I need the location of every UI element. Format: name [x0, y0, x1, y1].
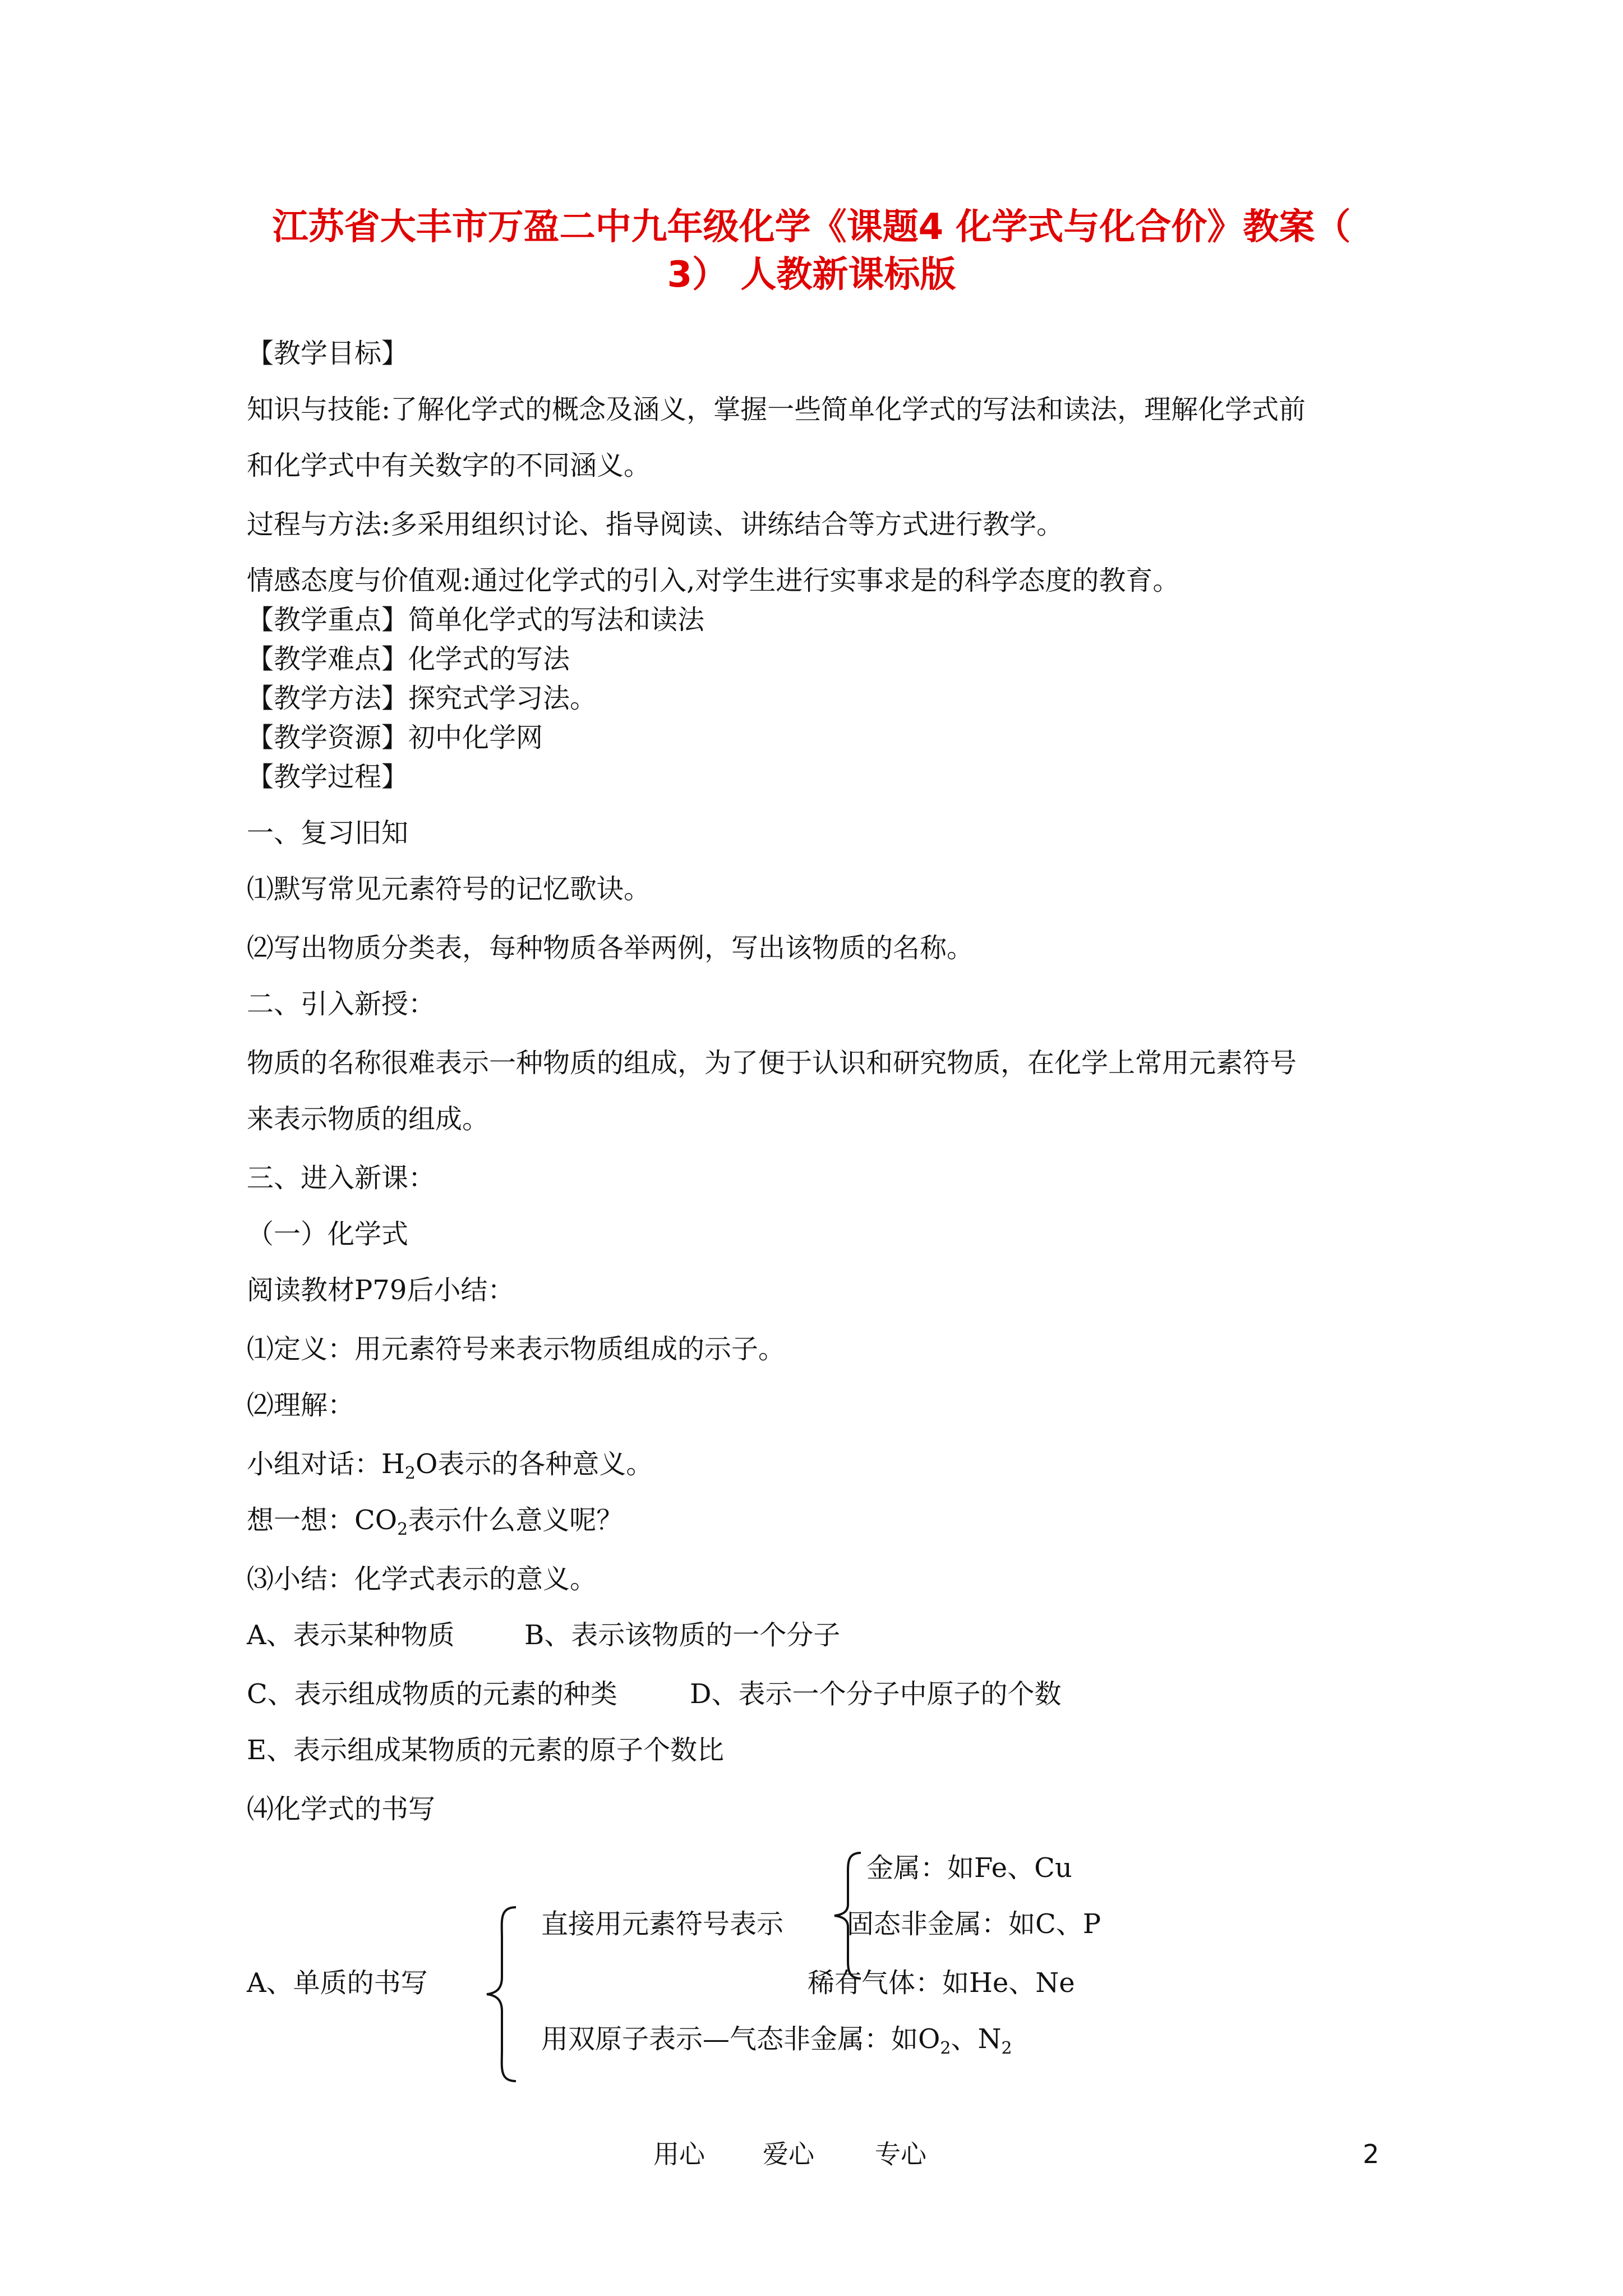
- meaning-b: B、表示该物质的一个分子: [524, 1619, 841, 1651]
- footer-motto-1: 用心: [653, 2139, 705, 2169]
- meaning-c: C、表示组成物质的元素的种类: [247, 1678, 617, 1710]
- teaching-difficulty: 【教学难点】化学式的写法: [247, 643, 570, 675]
- definition: ⑴定义：用元素符号来表示物质组成的示子。: [247, 1333, 786, 1365]
- footer-motto-3: 专心: [875, 2139, 926, 2169]
- inner-brace-icon: [830, 1848, 864, 1983]
- document-title-line-2: 3） 人教新课标版: [667, 254, 956, 296]
- chemical-formula-heading: （一）化学式: [247, 1218, 409, 1250]
- teaching-focus: 【教学重点】简单化学式的写法和读法: [247, 604, 705, 636]
- review-heading: 一、复习旧知: [247, 817, 409, 849]
- objective-process: 过程与方法:多采用组织讨论、指导阅读、讲练结合等方式进行教学。: [247, 509, 1064, 540]
- noble-gas-label: 稀有气体：如He、Ne: [808, 1967, 1075, 1999]
- page-number: 2: [1363, 2139, 1380, 2169]
- intro-paragraph-2: 来表示物质的组成。: [247, 1103, 490, 1135]
- intro-paragraph-1: 物质的名称很难表示一种物质的组成，为了便于认识和研究物质，在化学上常用元素符号: [247, 1047, 1297, 1079]
- document-title-line-1: 江苏省大丰市万盈二中九年级化学《课题4 化学式与化合价》教案（: [272, 206, 1351, 248]
- teaching-process-heading: 【教学过程】: [247, 761, 409, 793]
- reading-summary: 阅读教材P79后小结：: [247, 1274, 515, 1306]
- objective-knowledge-cont: 和化学式中有关数字的不同涵义。: [247, 450, 651, 481]
- review-item-1: ⑴默写常见元素符号的记忆歌诀。: [247, 873, 651, 905]
- new-lesson-heading: 三、进入新课：: [247, 1162, 436, 1194]
- teaching-resource: 【教学资源】初中化学网: [247, 722, 543, 753]
- objective-knowledge: 知识与技能:了解化学式的概念及涵义，掌握一些简单化学式的写法和读法，理解化学式前: [247, 394, 1306, 425]
- element-writing-label: A、单质的书写: [247, 1967, 428, 1999]
- co2-question: 想一想：$CO_2$表示什么意义呢？: [247, 1504, 624, 1539]
- solid-nonmetal-label: 固态非金属：如C、P: [847, 1908, 1101, 1940]
- meaning-e: E、表示组成某物质的元素的原子个数比: [247, 1734, 725, 1766]
- footer-motto-2: 爱心: [763, 2139, 814, 2169]
- meaning-a: A、表示某种物质: [247, 1619, 455, 1651]
- review-item-2: ⑵写出物质分类表，每种物质各举两例，写出该物质的名称。: [247, 932, 974, 964]
- h2o-question: 小组对话：$H_2O$表示的各种意义。: [247, 1448, 653, 1483]
- objective-emotion: 情感态度与价值观:通过化学式的引入,对学生进行实事求是的科学态度的教育。: [247, 565, 1180, 596]
- section-heading-objectives: 【教学目标】: [247, 338, 409, 369]
- outer-brace-icon: [482, 1904, 522, 2084]
- metal-label: 金属：如Fe、Cu: [866, 1852, 1072, 1884]
- meaning-d: D、表示一个分子中原子的个数: [690, 1678, 1062, 1710]
- direct-symbol-label: 直接用元素符号表示: [541, 1908, 784, 1940]
- teaching-method: 【教学方法】探究式学习法。: [247, 683, 597, 714]
- diatomic-label: 用双原子表示—气态非金属：如$O_2$、$N_2$: [541, 2023, 1012, 2058]
- understanding: ⑵理解：: [247, 1389, 355, 1421]
- intro-heading: 二、引入新授：: [247, 988, 436, 1020]
- formula-writing-heading: ⑷化学式的书写: [247, 1793, 436, 1825]
- meaning-summary: ⑶小结：化学式表示的意义。: [247, 1563, 597, 1595]
